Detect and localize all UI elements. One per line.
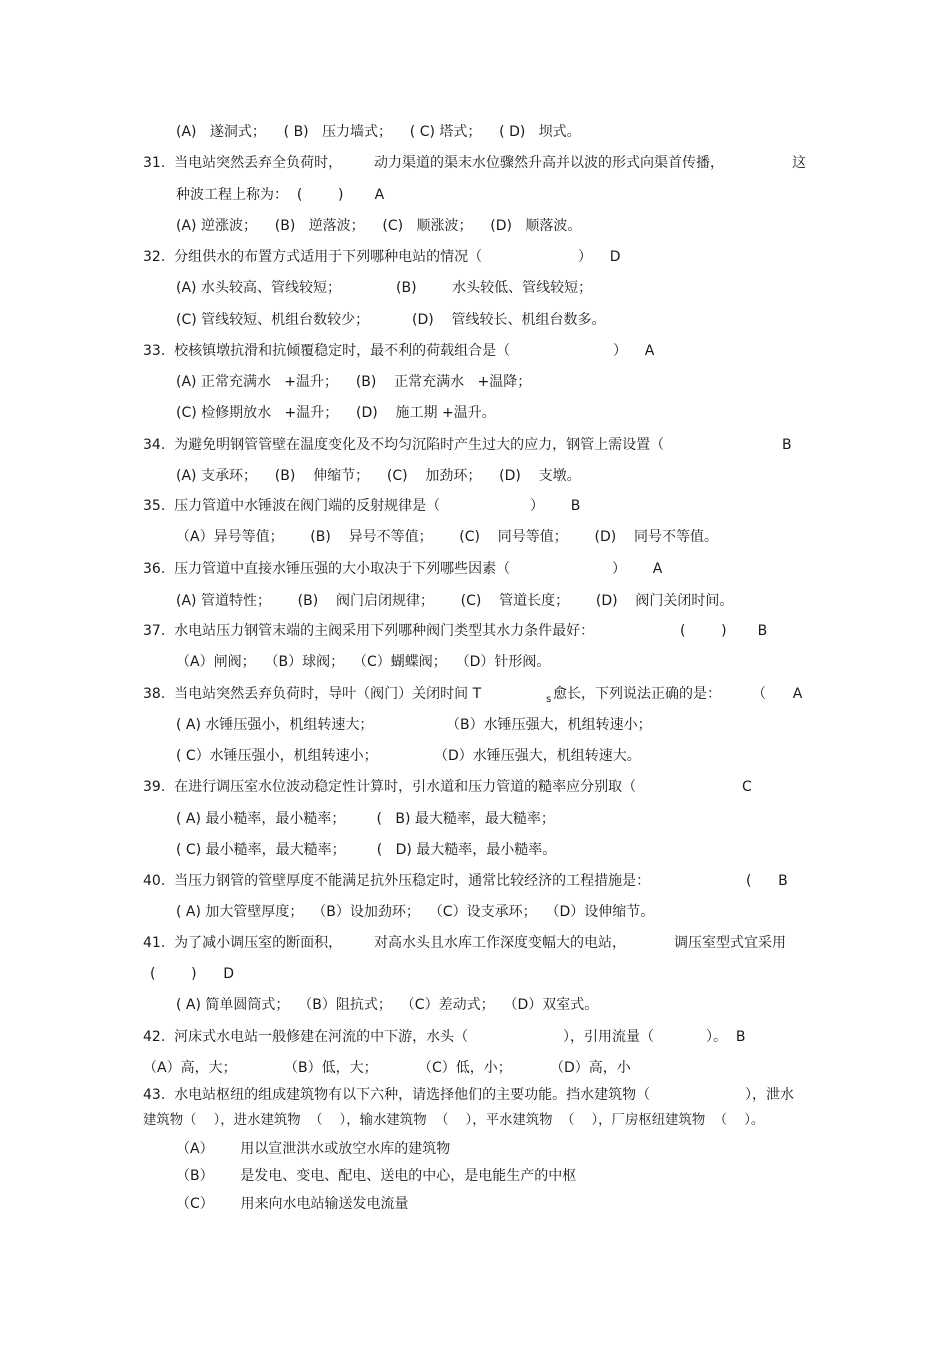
question-41-answer: ( ) D (150, 966, 235, 982)
question-38-option-b: （B）水锤压强大，机组转速小； (446, 717, 652, 733)
question-39-options-cd: ( C) 最小糙率，最大糙率； ( D) 最大糙率，最小糙率。 (176, 842, 557, 858)
question-41-stem-part: 对高水头且水库工作深度变幅大的电站， (374, 935, 626, 951)
question-43-stem-end: ），泄水 (745, 1087, 794, 1103)
question-36-options: (A) 管道特性； (B) 阀门启闭规律； (C) 管道长度； (D) 阀门关闭时间。 (176, 593, 734, 609)
question-38-option-a: ( A) 水锤压强小，机组转速大； (176, 717, 374, 733)
question-31-stem-cont: 种波工程上称为： ( ) A (176, 187, 385, 203)
question-42-stem-part: ），引用流量（ (563, 1029, 654, 1045)
question-32-option-d: (D) 管线较长、机组台数多。 (412, 312, 606, 328)
question-34-options: (A) 支承环； (B) 伸缩节； (C) 加劲环； (D) 支墩。 (176, 468, 581, 484)
question-43-option-a: （A） 用以宣泄洪水或放空水库的建筑物 (176, 1141, 451, 1157)
question-33-options-ab: (A) 正常充满水 +温升； (B) 正常充满水 +温降； (176, 374, 532, 390)
question-43-stem-cont: 建筑物（ ），进水建筑物 （ ），输水建筑物 （ ），平水建筑物 （ ），厂房枢纽建筑物 （ ）。 (143, 1113, 765, 1128)
question-39-stem: 39. 在进行调压室水位波动稳定性计算时，引水道和压力管道的糙率应分别取（ (143, 779, 637, 795)
question-42-stem: 42. 河床式水电站一般修建在河流的中下游，水头（ (143, 1029, 469, 1045)
question-35-answer: ） B (530, 498, 581, 514)
question-43-option-b: （B） 是发电、变电、配电、送电的中心，是电能生产的中枢 (176, 1168, 577, 1184)
question-40-options: ( A) 加大管壁厚度； （B）设加劲环； （C）设支承环； （D）设伸缩节。 (176, 904, 655, 920)
question-32-option-c: (C) 管线较短、机组台数较少； (176, 312, 370, 328)
question-31-stem-end: 这 (792, 155, 806, 171)
question-42-answer: ）。 B (706, 1029, 746, 1045)
question-41-stem: 41. 为了减小调压室的断面积， (143, 935, 343, 951)
question-30-options: (A) 遂洞式； ( B) 压力墙式； ( C) 塔式； ( D) 坝式。 (176, 124, 581, 140)
question-34-answer: B (782, 437, 792, 453)
question-38-option-c: ( C）水锤压强小，机组转速小； (176, 748, 378, 764)
question-33-stem: 33. 校核镇墩抗滑和抗倾覆稳定时，最不利的荷载组合是（ (143, 343, 511, 359)
question-38-answer: （ A (752, 686, 803, 702)
question-33-options-cd: (C) 检修期放水 +温升； (D) 施工期 +温升。 (176, 405, 496, 421)
question-33-answer: ） A (613, 343, 655, 359)
question-40-stem: 40. 当压力钢管的管壁厚度不能满足抗外压稳定时，通常比较经济的工程措施是： (143, 873, 651, 889)
question-42-option-d: （D）高，小 (550, 1060, 631, 1076)
question-37-stem: 37. 水电站压力钢管末端的主阀采用下列哪种阀门类型其水力条件最好： (143, 623, 595, 639)
question-42-option-a: （A）高，大； (143, 1060, 237, 1076)
question-35-stem: 35. 压力管道中水锤波在阀门端的反射规律是（ (143, 498, 441, 514)
question-42-option-b: （B）低，大； (284, 1060, 378, 1076)
question-43-option-c: （C） 用来向水电站输送发电流量 (176, 1196, 409, 1212)
question-32-stem: 32. 分组供水的布置方式适用于下列哪种电站的情况（ (143, 249, 483, 265)
question-38-stem-end: 愈长，下列说法正确的是： (553, 686, 721, 702)
question-36-stem: 36. 压力管道中直接水锤压强的大小取决于下列哪些因素（ (143, 561, 511, 577)
question-36-answer: ） A (612, 561, 663, 577)
question-43-stem: 43. 水电站枢纽的组成建筑物有以下六种，请选择他们的主要功能。挡水建筑物（ (143, 1087, 651, 1103)
question-31-stem-part: 动力渠道的渠末水位骤然升高并以波的形式向渠首传播， (374, 155, 724, 171)
question-41-stem-end: 调压室型式宜采用 (674, 935, 786, 951)
question-41-options: ( A) 简单圆筒式； （B）阻抗式； （C）差动式； （D）双室式。 (176, 997, 599, 1013)
question-38-subscript: s (546, 694, 552, 705)
question-32-answer: ） D (578, 249, 621, 265)
question-38-stem: 38. 当电站突然丢弃负荷时，导叶（阀门）关闭时间 T (143, 686, 482, 702)
question-32-option-b: (B) 水头较低、管线较短； (396, 280, 593, 296)
question-38-option-d: （D）水锤压强大，机组转速大。 (434, 748, 641, 764)
question-32-option-a: (A) 水头较高、管线较短； (176, 280, 341, 296)
question-31-options: (A) 逆涨波； (B) 逆落波； (C) 顺涨波； (D) 顺落波。 (176, 218, 582, 234)
question-39-answer: C (742, 779, 752, 795)
question-31-stem: 31. 当电站突然丢弃全负荷时， (143, 155, 343, 171)
question-37-options: （A）闸阀； （B）球阀； （C）蝴蝶阀； （D）针形阀。 (176, 654, 551, 670)
question-40-answer: ( B (746, 873, 788, 889)
question-34-stem: 34. 为避免明钢管管壁在温度变化及不均匀沉陷时产生过大的应力，钢管上需设置（ (143, 437, 665, 453)
question-37-answer: ( ) B (680, 623, 768, 639)
question-39-options-ab: ( A) 最小糙率，最小糙率； ( B) 最大糙率，最大糙率； (176, 811, 555, 827)
question-35-options: （A）异号等值； (B) 异号不等值； (C) 同号等值； (D) 同号不等值。 (176, 529, 719, 545)
question-42-option-c: （C）低，小； (418, 1060, 512, 1076)
